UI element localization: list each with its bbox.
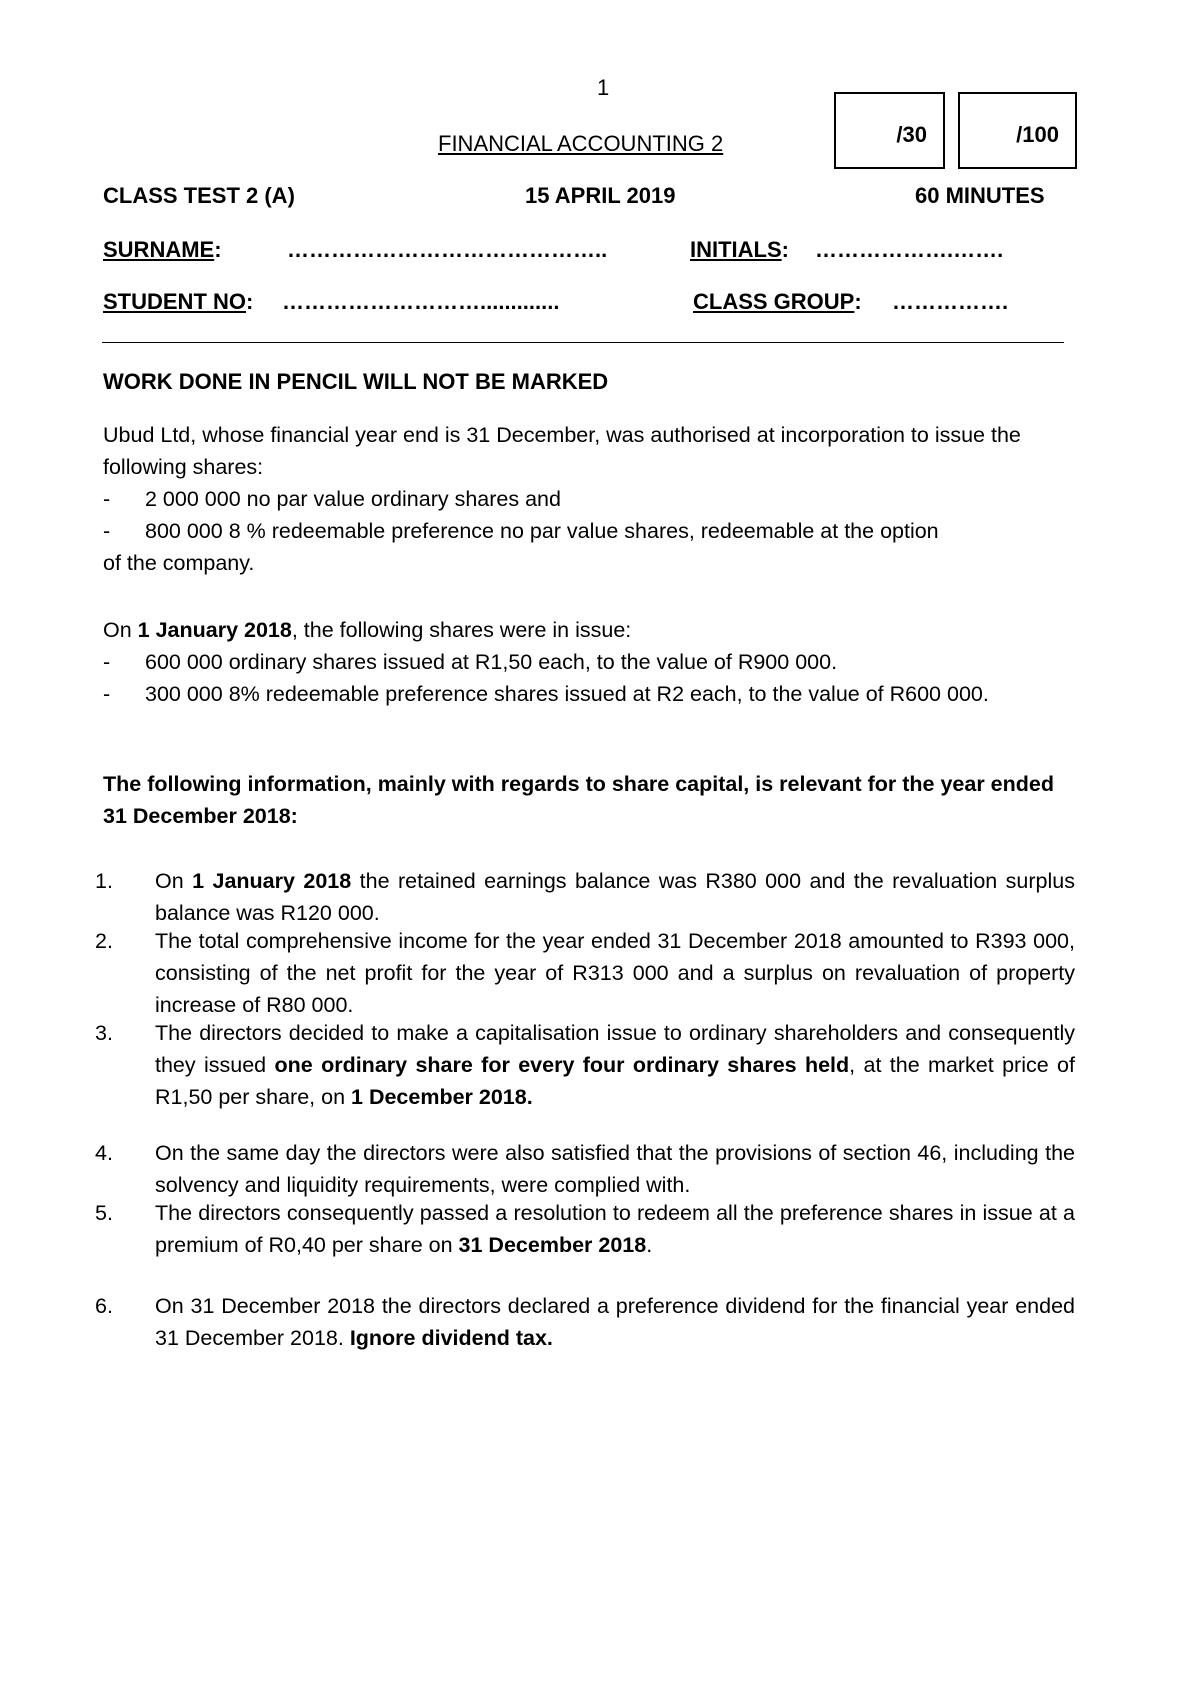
surname-field: SURNAME:: [103, 237, 222, 262]
initials-label: INITIALS: [690, 237, 782, 262]
test-name: CLASS TEST 2 (A): [103, 183, 295, 208]
initials-field: INITIALS:: [690, 237, 789, 262]
score-box-30-label: /30: [896, 122, 927, 147]
initials-dots[interactable]: ……………….…….: [815, 237, 1004, 262]
test-duration: 60 MINUTES: [915, 183, 1045, 208]
info-heading: The following information, mainly with regards to share capital, is relevant for the year ended 31 December 2018:: [103, 772, 1054, 828]
header-divider: [102, 342, 1064, 343]
list-item-6: 6. On 31 December 2018 the directors declared a preference dividend for the financial year ended 31 December 2018. Ignore dividend tax.: [95, 1294, 1075, 1350]
list-item-2: 2. The total comprehensive income for the year ended 31 December 2018 amounted to R393 000, consisting of the net profit for the year of R313 000 and a surplus on revaluation of property increase of R80 000.: [95, 929, 1075, 1017]
intro-tail: of the company.: [103, 551, 255, 575]
student-no-label: STUDENT NO: [103, 289, 246, 314]
issue-bullet-1: - 600 000 ordinary shares issued at R1,50 each, to the value of R900 000.: [103, 650, 838, 674]
surname-label: SURNAME: [103, 237, 215, 262]
score-box-30: [834, 92, 945, 169]
student-no-dots[interactable]: ……………………….............: [282, 289, 560, 314]
list-item-4: 4. On the same day the directors were also satisfied that the provisions of section 46, including the solvency and liquidity requirements, were complied with.: [95, 1141, 1075, 1197]
list-item-3: 3. The directors decided to make a capitalisation issue to ordinary shareholders and consequently they issued one ordinary share for every four ordinary shares held, at the market price of R1,50 per share, on 1 December 2018.: [95, 1021, 1075, 1109]
page-number: 1: [597, 75, 610, 100]
issue-bullet-2: - 300 000 8% redeemable preference shares issued at R2 each, to the value of R600 000.: [103, 682, 989, 706]
intro-bullet-2: - 800 000 8 % redeemable preference no par value shares, redeemable at the option: [103, 519, 939, 543]
surname-dots[interactable]: ……………………………………..: [287, 237, 608, 262]
intro-text: Ubud Ltd, whose financial year end is 31 December, was authorised at incorporation to issue the following shares:: [103, 423, 1021, 479]
class-group-label: CLASS GROUP: [693, 289, 855, 314]
list-item-1: 1. On 1 January 2018 the retained earnings balance was R380 000 and the revaluation surplus balance was R120 000.: [95, 869, 1075, 925]
score-box-100-label: /100: [1016, 122, 1059, 147]
student-no-field: STUDENT NO:: [103, 289, 254, 314]
test-date: 15 APRIL 2019: [525, 183, 676, 208]
class-group-dots[interactable]: …………….: [892, 289, 1009, 314]
issue-text: On 1 January 2018, the following shares were in issue:: [103, 618, 632, 642]
pencil-warning: WORK DONE IN PENCIL WILL NOT BE MARKED: [103, 369, 609, 394]
intro-section: [103, 419, 1068, 579]
list-item-5: 5. The directors consequently passed a resolution to redeem all the preference shares in issue at a premium of R0,40 per share on 31 December 2018.: [95, 1201, 1075, 1257]
course-title: FINANCIAL ACCOUNTING 2: [438, 131, 724, 156]
issue-section: [103, 614, 1068, 710]
score-box-100: [958, 92, 1077, 169]
intro-bullet-1: - 2 000 000 no par value ordinary shares and: [103, 487, 561, 511]
class-group-field: CLASS GROUP:: [693, 289, 862, 314]
